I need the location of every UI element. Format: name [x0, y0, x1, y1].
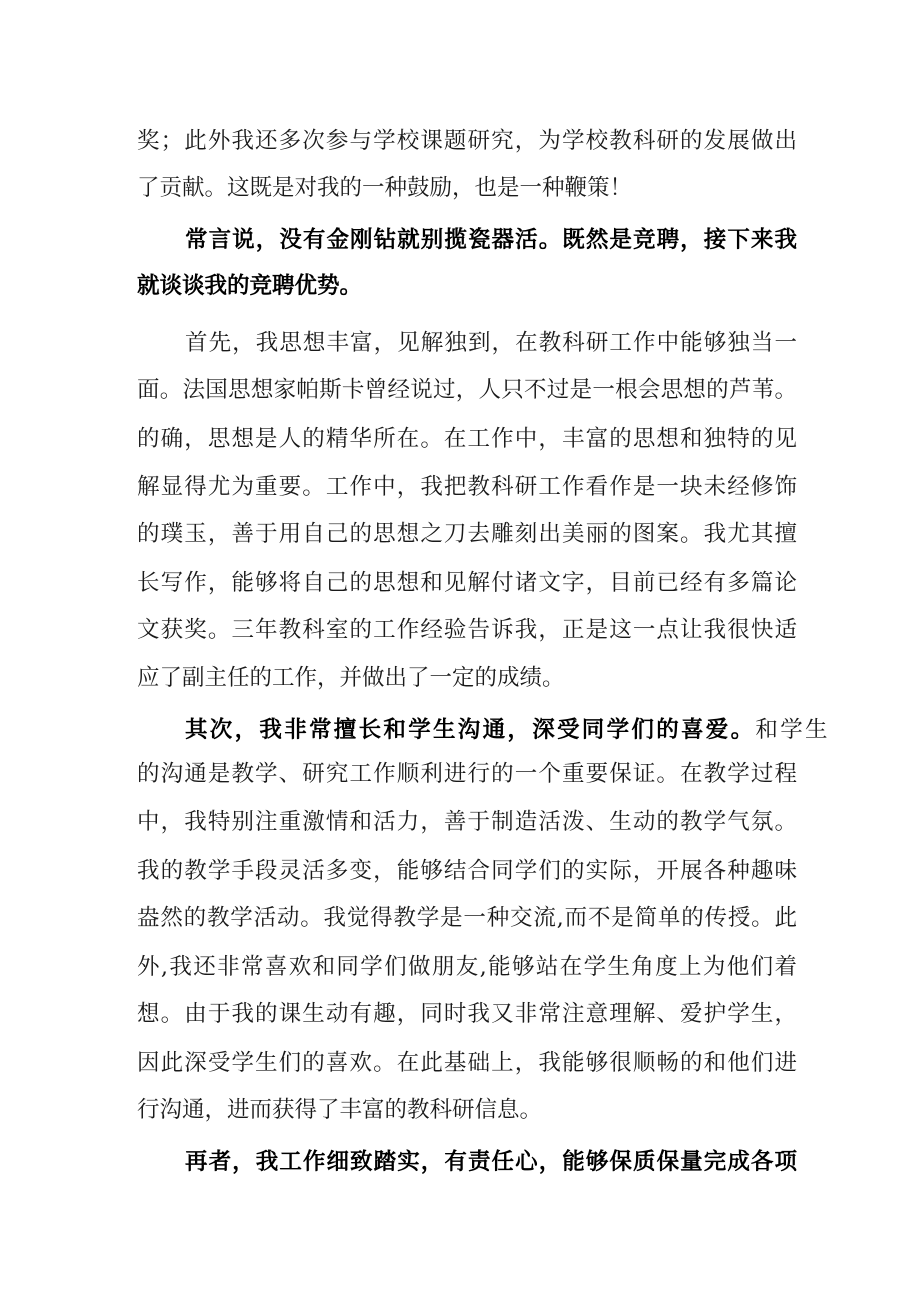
text-line: 解显得尤为重要。工作中，我把教科研工作看作是一块未经修饰	[137, 474, 797, 500]
text-line: 长写作，能够将自己的思想和见解付诸文字，目前已经有多篇论	[137, 570, 797, 596]
text-line: 中，我特别注重激情和活力，善于制造活泼、生动的教学气氛。	[137, 809, 797, 835]
heading-line: 就谈谈我的竞聘优势。	[137, 273, 363, 299]
text-line: 外,我还非常喜欢和同学们做朋友,能够站在学生角度上为他们着	[137, 954, 797, 980]
heading-line: 再者，我工作细致踏实，有责任心，能够保质保量完成各项	[185, 1149, 797, 1175]
text-line: 行沟通，进而获得了丰富的教科研信息。	[137, 1097, 543, 1123]
text-line: 我的教学手段灵活多变，能够结合同学们的实际，开展各种趣味	[137, 858, 797, 884]
text-segment: 和学生	[755, 717, 830, 743]
text-line: 想。由于我的课生动有趣，同时我又非常注意理解、爱护学生，	[137, 1001, 797, 1027]
text-line: 盎然的教学活动。我觉得教学是一种交流,而不是简单的传授。此	[137, 905, 797, 931]
text-line: 面。法国思想家帕斯卡曾经说过，人只不过是一根会思想的芦苇。	[137, 377, 797, 403]
text-line: 文获奖。三年教科室的工作经验告诉我，正是这一点让我很快适	[137, 617, 797, 643]
text-line: 应了副主任的工作，并做出了一定的成绩。	[137, 665, 565, 691]
text-line: 的沟通是教学、研究工作顺利进行的一个重要保证。在教学过程	[137, 761, 797, 787]
bold-segment: 其次，我非常擅长和学生沟通，深受同学们的喜爱。	[185, 717, 756, 743]
text-line: 因此深受学生们的喜欢。在此基础上，我能够很顺畅的和他们进	[137, 1050, 797, 1076]
text-line: 了贡献。这既是对我的一种鼓励，也是一种鞭策！	[137, 175, 633, 201]
text-line: 首先，我思想丰富，见解独到，在教科研工作中能够独当一	[185, 330, 797, 356]
text-line: 的璞玉，善于用自己的思想之刀去雕刻出美丽的图案。我尤其擅	[137, 521, 797, 547]
heading-line: 常言说，没有金刚钻就别揽瓷器活。既然是竞聘，接下来我	[185, 227, 797, 253]
text-line: 的确，思想是人的精华所在。在工作中，丰富的思想和独特的见	[137, 426, 797, 452]
text-line: 奖；此外我还多次参与学校课题研究，为学校教科研的发展做出	[137, 128, 797, 154]
